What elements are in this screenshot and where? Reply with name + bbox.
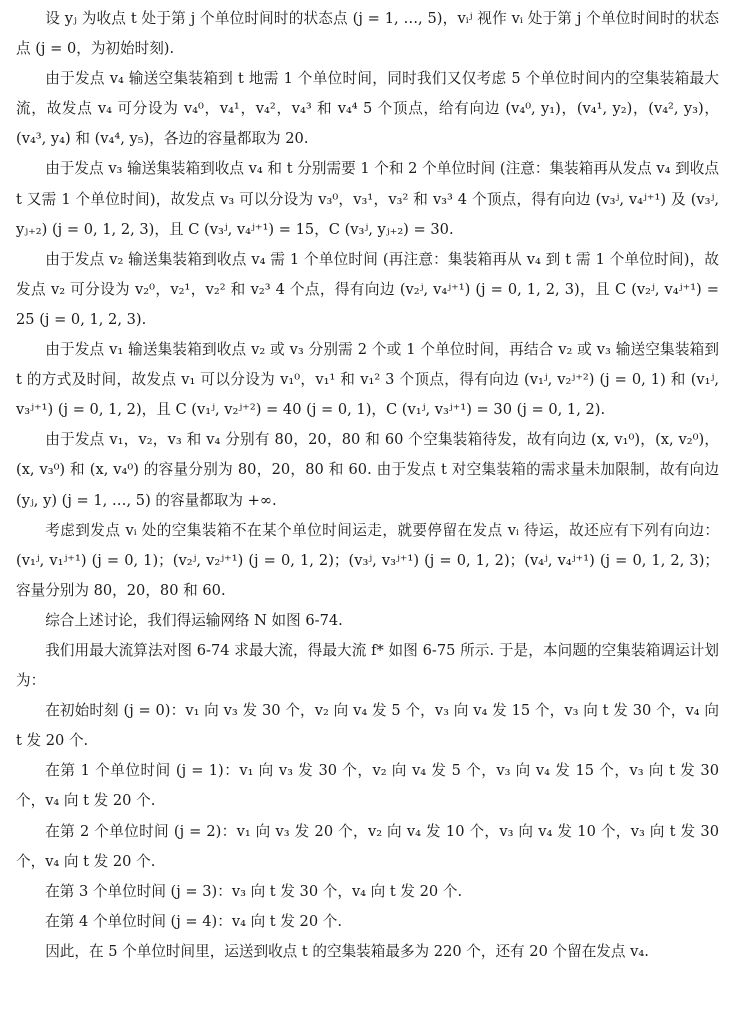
paragraph-schedule-j4: 在第 4 个单位时间 (j = 4)：v₄ 向 t 发 20 个. xyxy=(45,912,342,930)
paragraph-schedule-j3: 在第 3 个单位时间 (j = 3)：v₃ 向 t 发 30 个，v₄ 向 t 发 20 个. xyxy=(45,882,463,900)
paragraph-waiting-edges: 考虑到发点 vᵢ 处的空集装箱不在某个单位时间运走，就要停留在发点 vᵢ 待运，故还应有下列有向边：(v₁ʲ, v₁ʲ⁺¹) (j = 0, 1)；(v₂ʲ, v₂ʲ⁺¹) (j = 0, 1, 2)；(v₃ʲ, v₃ʲ⁺¹) (j = 0, 1, 2)；(v₄ʲ, v₄ʲ⁺¹) (j = 0, 1, 2, 3)；容量分别为 80，20，80 和 60. xyxy=(16,521,719,599)
paragraph-v3-split: 由于发点 v₃ 输送集装箱到收点 v₄ 和 t 分别需要 1 个和 2 个单位时间 (注意：集装箱再从发点 v₄ 到收点 t 又需 1 个单位时间)，故发点 v₃ 可以分设为 v₃⁰，v₃¹，v₃² 和 v₃³ 4 个顶点，得有向边 (v₃ʲ, v₄ʲ⁺¹) 及 (v₃ʲ, yⱼ₊₂) (j = 0, 1, 2, 3)，且 C (v₃ʲ, v₄ʲ⁺¹) = 15，C (v₃ʲ, yⱼ₊₂) = 30. xyxy=(16,160,719,238)
paragraph-v4-split: 由于发点 v₄ 输送空集装箱到 t 地需 1 个单位时间，同时我们又仅考虑 5 个单位时间内的空集装箱最大流，故发点 v₄ 可分设为 v₄⁰，v₄¹，v₄²，v₄³ 和 v₄⁴ 5 个顶点，给有向边 (v₄⁰, y₁)，(v₄¹, y₂)，(v₄², y₃)，(v₄³, y₄) 和 (v₄⁴, y₅)，各边的容量都取为 20. xyxy=(16,70,719,148)
paragraph-max-flow: 我们用最大流算法对图 6-74 求最大流，得最大流 f* 如图 6-75 所示. 于是，本问题的空集装箱调运计划为： xyxy=(16,641,719,690)
paragraph-v2-split: 由于发点 v₂ 输送集装箱到收点 v₄ 需 1 个单位时间 (再注意：集装箱再从 v₄ 到 t 需 1 个单位时间)，故发点 v₂ 可分设为 v₂⁰，v₂¹，v₂² 和 v₂³ 4 个点，得有向边 (v₂ʲ, v₄ʲ⁺¹) (j = 0, 1, 2, 3)，且 C (v₂ʲ, v₄ʲ⁺¹) = 25 (j = 0, 1, 2, 3). xyxy=(16,250,719,328)
paragraph-schedule-j1: 在第 1 个单位时间 (j = 1)：v₁ 向 v₃ 发 30 个，v₂ 向 v₄ 发 5 个，v₃ 向 v₄ 发 15 个，v₃ 向 t 发 30 个，v₄ 向 t 发 20 个. xyxy=(16,762,719,810)
paragraph-network-summary: 综合上述讨论，我们得运输网络 N 如图 6-74. xyxy=(45,611,343,629)
paragraph-schedule-j0: 在初始时刻 (j = 0)：v₁ 向 v₃ 发 30 个，v₂ 向 v₄ 发 5 个，v₃ 向 v₄ 发 15 个，v₃ 向 t 发 30 个，v₄ 向 t 发 20 个. xyxy=(16,702,719,750)
paragraph-conclusion: 因此，在 5 个单位时间里，运送到收点 t 的空集装箱最多为 220 个，还有 20 个留在发点 v₄. xyxy=(45,942,649,960)
paragraph-v1-split: 由于发点 v₁ 输送集装箱到收点 v₂ 或 v₃ 分别需 2 个或 1 个单位时间，再结合 v₂ 或 v₃ 输送空集装箱到 t 的方式及时间，故发点 v₁ 可以分设为 v₁⁰，v₁¹ 和 v₁² 3 个顶点，得有向边 (v₁ʲ, v₂ʲ⁺²) (j = 0, 1) 和 (v₁ʲ, v₃ʲ⁺¹) (j = 0, 1, 2)，且 C (v₁ʲ, v₂ʲ⁺²) = 40 (j = 0, 1)，C (v₁ʲ, v₃ʲ⁺¹) = 30 (j = 0, 1, 2). xyxy=(16,341,719,419)
paragraph-state-definition: 设 yⱼ 为收点 t 处于第 j 个单位时间时的状态点 (j = 1, …, 5)，vᵢʲ 视作 vᵢ 处于第 j 个单位时间时的状态点 (j = 0，为初始时刻). xyxy=(16,10,719,58)
paragraph-schedule-j2: 在第 2 个单位时间 (j = 2)：v₁ 向 v₃ 发 20 个，v₂ 向 v₄ 发 10 个，v₃ 向 v₄ 发 10 个，v₃ 向 t 发 30 个，v₄ 向 t 发 20 个. xyxy=(16,822,719,870)
paragraph-source-capacities: 由于发点 v₁，v₂，v₃ 和 v₄ 分别有 80，20，80 和 60 个空集装箱待发，故有向边 (x, v₁⁰)，(x, v₂⁰)，(x, v₃⁰) 和 (x, v₄⁰) 的容量分别为 80，20，80 和 60. 由于发点 t 对空集装箱的需求量未加限制，故有向边 (yⱼ, y) (j = 1, …, 5) 的容量都取为 +∞. xyxy=(16,431,719,509)
